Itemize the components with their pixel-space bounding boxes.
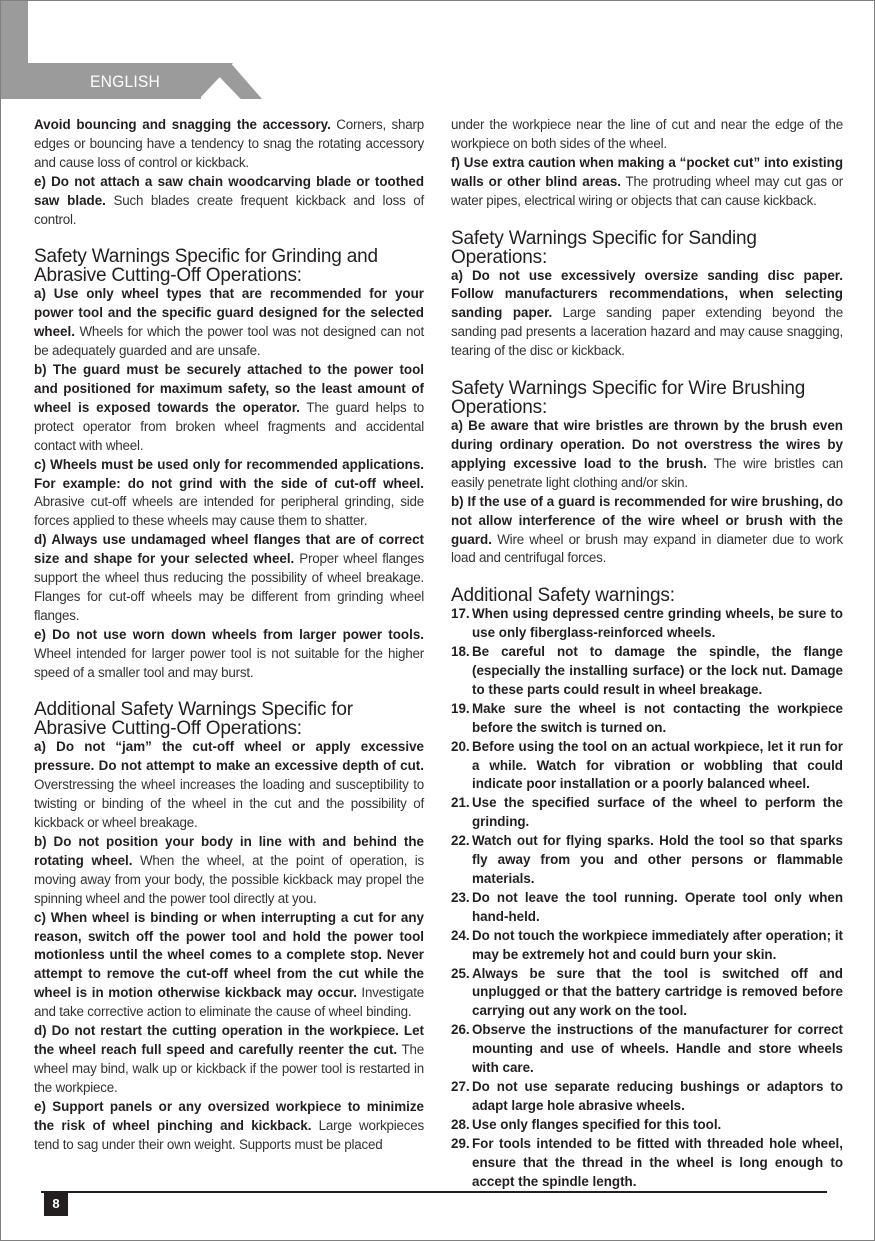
- warning-item: [451, 267, 843, 362]
- body-text: Wheels for which the power tool was not designed can not be adequately guarded and are unsafe.: [34, 324, 424, 359]
- warning-item: [451, 154, 843, 211]
- page-number: 8: [44, 1192, 68, 1216]
- item-number: 24.: [451, 927, 470, 943]
- item-text: Before using the tool on an actual workpiece, let it run for a while. Watch for vibration or wobbling that could indicate poor installation or a poorly balanced wheel.: [472, 738, 843, 792]
- bold-lead: c) When wheel is binding or when interrupting a cut for any reason, switch off the power tool and hold the power tool motionless until the wheel comes to a complete stop. Never attempt to remove the cut-off wheel from the cut while the wheel is in motion otherwise kickback may occur.: [34, 909, 424, 1001]
- warning-item: [34, 909, 424, 1022]
- list-item: [451, 605, 843, 643]
- body-text: The guard helps to protect operator from broken wheel fragments and accidental contact with wheel.: [34, 399, 425, 453]
- bold-lead: b) The guard must be securely attached to the power tool and positioned for maximum safety, so the least amount of wheel is exposed towards the operator.: [34, 362, 424, 415]
- item-text: When using depressed centre grinding wheels, be sure to use only fiberglass-reinforced wheels.: [472, 606, 843, 641]
- body-text: Such blades create frequent kickback and loss of control.: [34, 192, 424, 227]
- item-number: 19.: [451, 700, 470, 716]
- warning-item: [34, 738, 424, 833]
- list-item: [451, 889, 843, 927]
- bold-lead: a) Use only wheel types that are recommended for your power tool and the specific guard designed for the selected wheel.: [34, 286, 424, 340]
- bold-lead: e) Support panels or any oversized workpiece to minimize the risk of wheel pinching and kickback.: [34, 1098, 424, 1133]
- right-column: [451, 116, 843, 1191]
- body-text: Proper wheel flanges support the wheel thus reducing the possibility of wheel breakage. Flanges for cut-off wheels may be different from grinding wheel flanges.: [34, 551, 424, 623]
- body-text: Large sanding paper extending beyond the sanding pad presents a laceration hazard and may cause snagging, tearing of the disc or kickback.: [451, 305, 843, 359]
- body-text: The protruding wheel may cut gas or water pipes, electrical wiring or objects that can cause kickback.: [451, 173, 843, 208]
- language-label: ENGLISH: [90, 72, 160, 91]
- item-number: 21.: [451, 795, 470, 811]
- body-text: Investigate and take corrective action to eliminate the cause of wheel binding.: [34, 985, 424, 1020]
- item-text: Be careful not to damage the spindle, the flange (especially the installing surface) or the lock nut. Damage to these parts could result in wheel breakage.: [472, 644, 843, 697]
- item-number: 18.: [451, 644, 470, 660]
- bold-lead: d) Do not restart the cutting operation in the workpiece. Let the wheel reach full speed and carefully reenter the cut.: [34, 1023, 424, 1057]
- list-item: [451, 1116, 843, 1135]
- paragraph: [451, 116, 843, 154]
- body-text: The wheel may bind, walk up or kickback if the power tool is restarted in the workpiece.: [34, 1041, 424, 1095]
- list-item: [451, 832, 843, 889]
- body-text: Wheel intended for larger power tool is not suitable for the higher speed of a smaller tool and may burst.: [34, 645, 424, 680]
- bold-lead: b) Do not position your body in line with and behind the rotating wheel.: [34, 834, 424, 868]
- item-number: 23.: [451, 889, 470, 905]
- bold-lead: Avoid bouncing and snagging the accessory.: [34, 117, 331, 132]
- item-number: 17.: [451, 606, 470, 622]
- item-number: 28.: [451, 1116, 470, 1132]
- item-text: Do not leave the tool running. Operate tool only when hand-held.: [472, 889, 843, 924]
- list-item: [451, 738, 843, 795]
- body-text: The wire bristles can easily penetrate light clothing and/or skin.: [451, 455, 843, 490]
- item-number: 20.: [451, 738, 470, 754]
- item-text: Do not use separate reducing bushings or adaptors to adapt large hole abrasive wheels.: [472, 1078, 843, 1113]
- list-item: [451, 965, 843, 1022]
- warning-item: [34, 1022, 424, 1098]
- item-number: 29.: [451, 1135, 470, 1151]
- paragraph: [34, 173, 424, 230]
- list-item: [451, 794, 843, 832]
- item-text: Observe the instructions of the manufacturer for correct mounting and use of wheels. Handle and store wheels with care.: [472, 1022, 843, 1076]
- item-text: Do not touch the workpiece immediately after operation; it may be extremely hot and could burn your skin.: [472, 927, 843, 962]
- item-text: Always be sure that the tool is switched off and unplugged or that the battery cartridge is removed before carrying out any work on the tool.: [472, 965, 843, 1019]
- body-text: Abrasive cut-off wheels are intended for peripheral grinding, side forces applied to these wheels may cause them to shatter.: [34, 494, 424, 529]
- warning-item: [34, 285, 424, 361]
- bold-lead: a) Be aware that wire bristles are thrown by the brush even during ordinary operation. Do not overstress the wires by applying excessive load to the brush.: [451, 418, 843, 471]
- body-text: under the workpiece near the line of cut and near the edge of the workpiece on both sides of the wheel.: [451, 117, 843, 151]
- item-text: Make sure the wheel is not contacting the workpiece before the switch is turned on.: [472, 700, 843, 735]
- section-heading-cutting-off: Additional Safety Warnings Specific for Abrasive Cutting-Off Operations:: [34, 699, 353, 740]
- footer-rule: [41, 1191, 827, 1193]
- body-text: Corners, sharp edges or bouncing have a tendency to snag the rotating accessory and cause loss of control or kickback.: [34, 117, 424, 170]
- item-number: 26.: [451, 1022, 470, 1038]
- numbered-warnings-list: [451, 605, 843, 1191]
- item-number: 27.: [451, 1078, 470, 1094]
- body-text: Overstressing the wheel increases the loading and susceptibility to twisting or binding of the wheel in the cut and the possibility of kickback or wheel breakage.: [34, 777, 424, 831]
- bold-lead: e) Do not attach a saw chain woodcarving blade or toothed saw blade.: [34, 173, 424, 208]
- item-number: 25.: [451, 965, 470, 981]
- warning-item: [34, 531, 424, 626]
- list-item: [451, 927, 843, 965]
- item-number: 22.: [451, 833, 470, 849]
- bold-lead: d) Always use undamaged wheel flanges that are of correct size and shape for your selected wheel.: [34, 532, 424, 567]
- section-heading-additional: Additional Safety warnings:: [451, 585, 675, 607]
- item-text: Watch out for flying sparks. Hold the tool so that sparks fly away from you and other persons or flammable materials.: [472, 833, 843, 886]
- paragraph: [34, 116, 424, 173]
- list-item: [451, 700, 843, 738]
- item-text: Use only flanges specified for this tool.: [472, 1116, 722, 1132]
- bold-lead: a) Do not “jam” the cut-off wheel or apply excessive pressure. Do not attempt to make an excessive depth of cut.: [34, 739, 424, 774]
- warning-item: [34, 1098, 424, 1155]
- warning-item: [34, 833, 424, 909]
- body-text: Wire wheel or brush may expand in diameter due to work load and centrifugal forces.: [451, 531, 843, 566]
- bold-lead: a) Do not use excessively oversize sanding disc paper. Follow manufacturers recommendations, when selecting sanding paper.: [451, 267, 843, 321]
- body-text: When the wheel, at the point of operation, is moving away from your body, the possible kickback may propel the spinning wheel and the power tool directly at you.: [34, 852, 424, 906]
- list-item: [451, 643, 843, 700]
- list-item: [451, 1021, 843, 1078]
- section-heading-sanding: Safety Warnings Specific for Sanding Operations:: [451, 227, 757, 268]
- body-text: Large workpieces tend to sag under their own weight. Supports must be placed: [34, 1117, 424, 1152]
- left-column: [34, 116, 424, 1154]
- list-item: [451, 1135, 843, 1192]
- item-text: For tools intended to be fitted with threaded hole wheel, ensure that the thread in the wheel is long enough to accept the spindle length.: [472, 1135, 843, 1189]
- item-text: Use the specified surface of the wheel to perform the grinding.: [472, 795, 843, 830]
- warning-item: [34, 361, 424, 456]
- section-heading-wire-brushing: Safety Warnings Specific for Wire Brushing Operations:: [451, 378, 806, 419]
- warning-item: [451, 493, 843, 569]
- bold-lead: c) Wheels must be used only for recommended applications. For example: do not grind with the side of cut-off wheel.: [34, 456, 424, 491]
- warning-item: [34, 626, 424, 683]
- section-heading-grinding: Safety Warnings Specific for Grinding and Abrasive Cutting-Off Operations:: [34, 246, 378, 287]
- bold-lead: f) Use extra caution when making a “pocket cut” into existing walls or other blind areas.: [451, 154, 843, 189]
- bold-lead: e) Do not use worn down wheels from larger power tools.: [34, 626, 424, 642]
- warning-item: [34, 456, 424, 532]
- list-item: [451, 1078, 843, 1116]
- bold-lead: b) If the use of a guard is recommended for wire brushing, do not allow interference of the wire wheel or brush with the guard.: [451, 493, 843, 547]
- warning-item: [451, 417, 843, 493]
